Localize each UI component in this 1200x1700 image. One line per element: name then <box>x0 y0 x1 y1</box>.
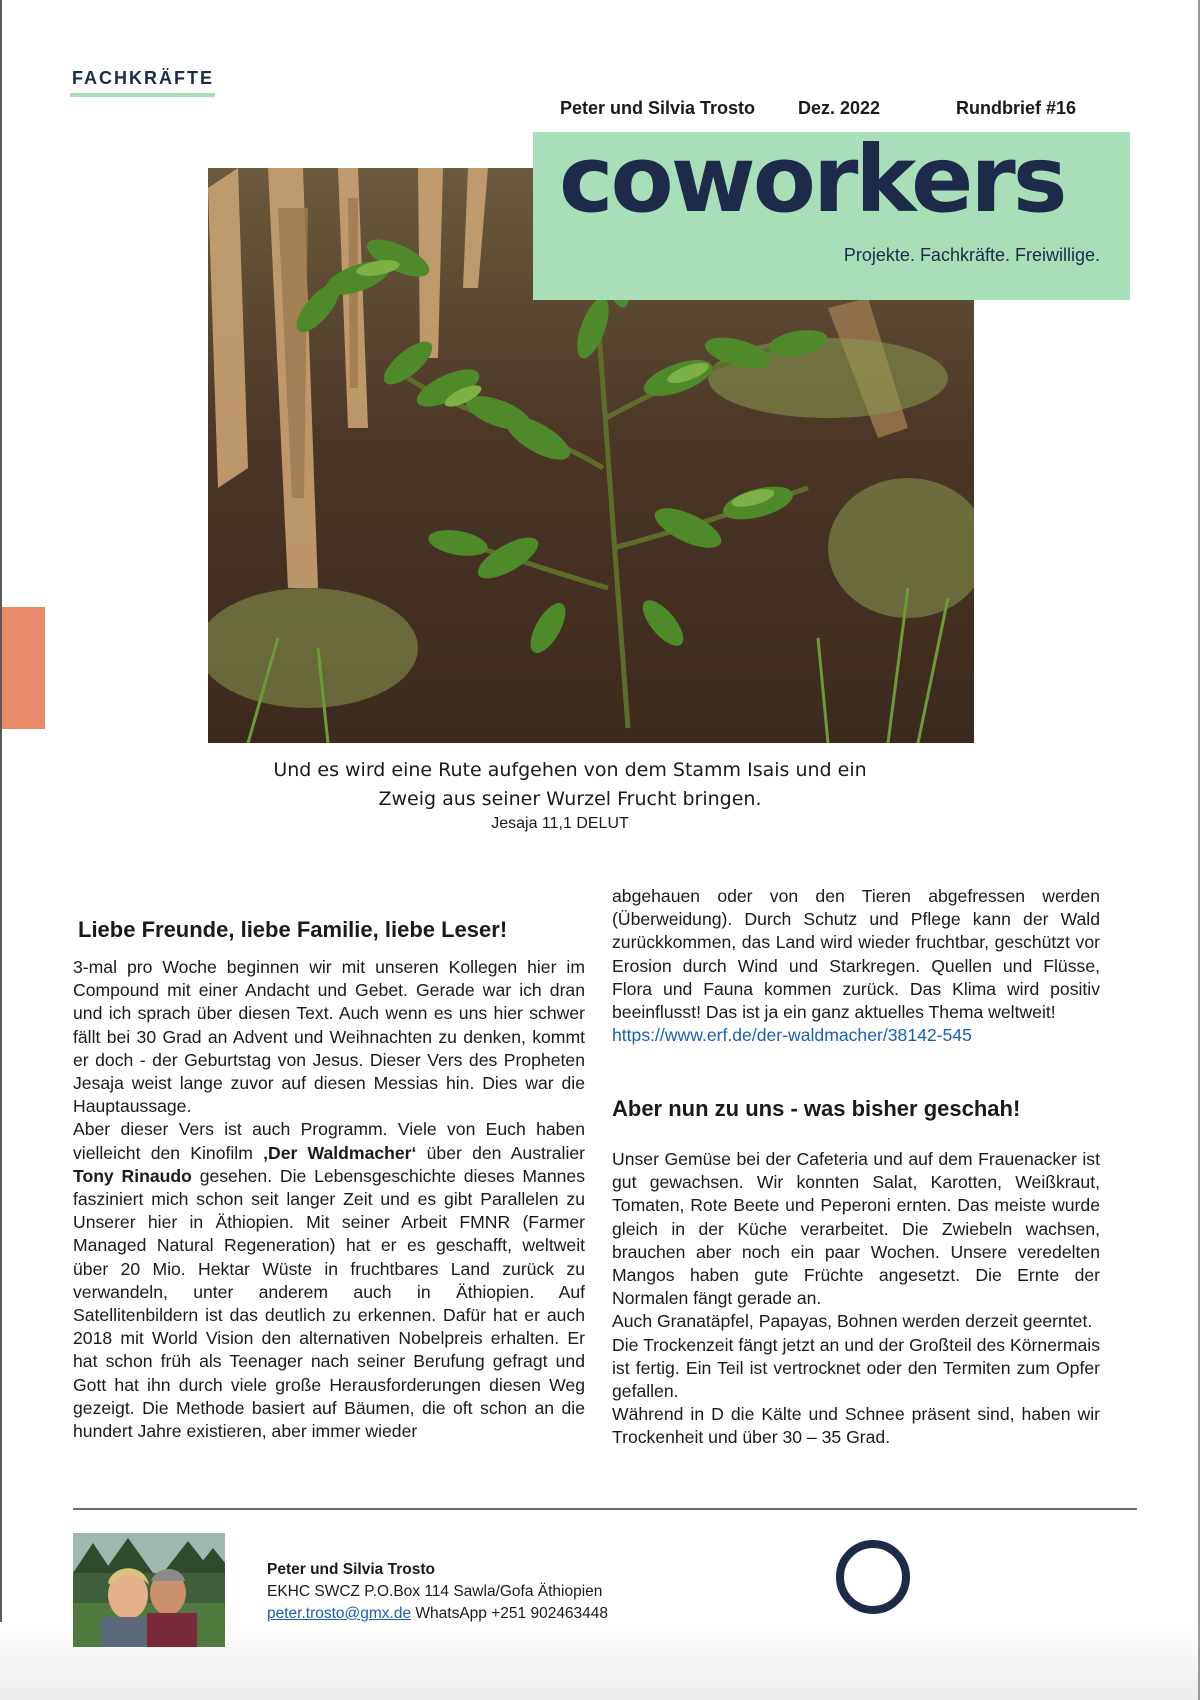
logo-tagline: Projekte. Fachkräfte. Freiwillige. <box>843 245 1100 265</box>
person-name: Tony Rinaudo <box>73 1165 192 1186</box>
right-paragraph-2: Unser Gemüse bei der Cafeteria und auf dem Frauenacker ist gut gewachsen. Wir konnten Salat, Karotten, Weißkraut, Tomaten, Rote Beete und Peperoni ernten. Das meiste wurde gleich in der Küche verarbeitet. Die Zwiebeln wachsen, brauchen aber noch ein paar Wochen. Unsere veredelten Mangos haben gute Früchte angesetzt. Die Ernte der Normalen fängt gerade an. <box>612 1149 1100 1309</box>
right-paragraph-3: Auch Granatäpfel, Papayas, Bohnen werden derzeit geerntet. <box>612 1311 1093 1332</box>
header-date: Dez. 2022 <box>798 98 881 118</box>
right-column-text <box>612 885 1100 1047</box>
accent-tab <box>2 607 45 729</box>
right-column-update <box>612 1148 1100 1450</box>
right-paragraph-1: abgehauen oder von den Tieren abgefressen werden (Überweidung). Durch Schutz und Pflege kann der Wald zurückkommen, das Land wird wieder fruchtbar, geschützt vor Erosion durch Wind und Starkregen. Quellen und Flüsse, Flora und Fauna kommen zurück. Das Klima wird positiv beeinflusst! Das ist ja ein ganz aktuelles Thema weltweit! <box>612 886 1100 1023</box>
waldmacher-link[interactable]: https://www.erf.de/der-waldmacher/38142-545 <box>612 1025 972 1046</box>
paragraph-text: gesehen. Die Lebensgeschichte dieses Mannes fasziniert mich schon seit langer Zeit und es gibt Parallelen zu Unserer hier in Äthiopien. Mit seiner Arbeit FMNR (Farmer Managed Natural Regeneration) hat er es geschafft, weltweit über 20 Mio. Hektar Wüste in fruchtbares Land zurück zu verwandeln, unter anderem auch in Äthiopien. Auf Satellitenbildern ist das deutlich zu erkennen. Dafür hat er auch 2018 mit World Vision den alternativen Nobelpreis erhalten. Er hat schon früh als Teenager nach seiner Berufung gefragt und Gott hat ihn durch viele große Herausforderungen diesen Weg gezeigt. Die Methode basiert auf Bäumen, die oft schon an die hundert Jahre existieren, aber immer wieder <box>73 1165 585 1442</box>
email-link[interactable]: peter.trosto@gmx.de <box>267 1605 412 1622</box>
left-paragraph-2 <box>73 1118 585 1443</box>
right-paragraph-4: Die Trockenzeit fängt jetzt an und der Großteil des Körnermais ist fertig. Ein Teil ist vertrocknet oder den Termiten zum Opfer gefallen. <box>612 1334 1100 1402</box>
right-paragraph-5: Während in D die Kälte und Schnee präsent sind, haben wir Trockenheit und über 30 – 35 Grad. <box>612 1404 1100 1448</box>
caption-line-1: Und es wird eine Rute aufgehen von dem Stamm Isais und ein <box>273 759 867 781</box>
logo-wordmark: coworkers <box>559 126 1065 233</box>
couple-photo <box>73 1533 225 1647</box>
bible-verse-caption <box>240 756 900 814</box>
footer-divider <box>73 1508 1137 1510</box>
paragraph-text: über den Australier <box>416 1142 585 1163</box>
film-title: ‚Der Waldmacher‘ <box>263 1142 417 1163</box>
left-column-text <box>73 956 585 1443</box>
paragraph-text: Aber dieser Vers ist auch Programm. Viele von Euch haben vielleicht den Kinofilm <box>73 1119 585 1163</box>
header-issue: Rundbrief #16 <box>956 98 1077 118</box>
whatsapp-number: WhatsApp +251 902463448 <box>415 1605 609 1622</box>
header-names: Peter und Silvia Trosto <box>560 98 756 118</box>
update-heading: Aber nun zu uns - was bisher geschah! <box>612 1096 1021 1121</box>
footer-names: Peter und Silvia Trosto <box>267 1561 435 1578</box>
coworkers-logo <box>533 126 1130 300</box>
section-label: FACHKRÄFTE <box>72 68 214 88</box>
footer-address: EKHC SWCZ P.O.Box 114 Sawla/Gofa Äthiopien <box>267 1583 603 1600</box>
footer-contact <box>267 1605 608 1623</box>
coworkers-ring-icon <box>836 1540 910 1614</box>
avatar <box>73 1533 225 1647</box>
greeting-heading: Liebe Freunde, liebe Familie, liebe Leser! <box>78 917 508 942</box>
section-label-underline <box>70 93 215 97</box>
caption-line-2: Zweig aus seiner Wurzel Frucht bringen. <box>378 788 762 810</box>
caption-reference: Jesaja 11,1 DELUT <box>491 815 629 832</box>
left-paragraph-1: 3-mal pro Woche beginnen wir mit unseren Kollegen hier im Compound mit einer Andacht und Gebet. Gerade war ich dran und ich sprach über diesen Text. Auch wenn es uns hier schwer fällt bei 30 Grad an Advent und Weihnachten zu denken, kommt er doch - der Geburtstag von Jesus. Dieser Vers des Propheten Jesaja weist lange zuvor auf diesen Messias hin. Dies war die Hauptaussage. <box>73 957 585 1117</box>
